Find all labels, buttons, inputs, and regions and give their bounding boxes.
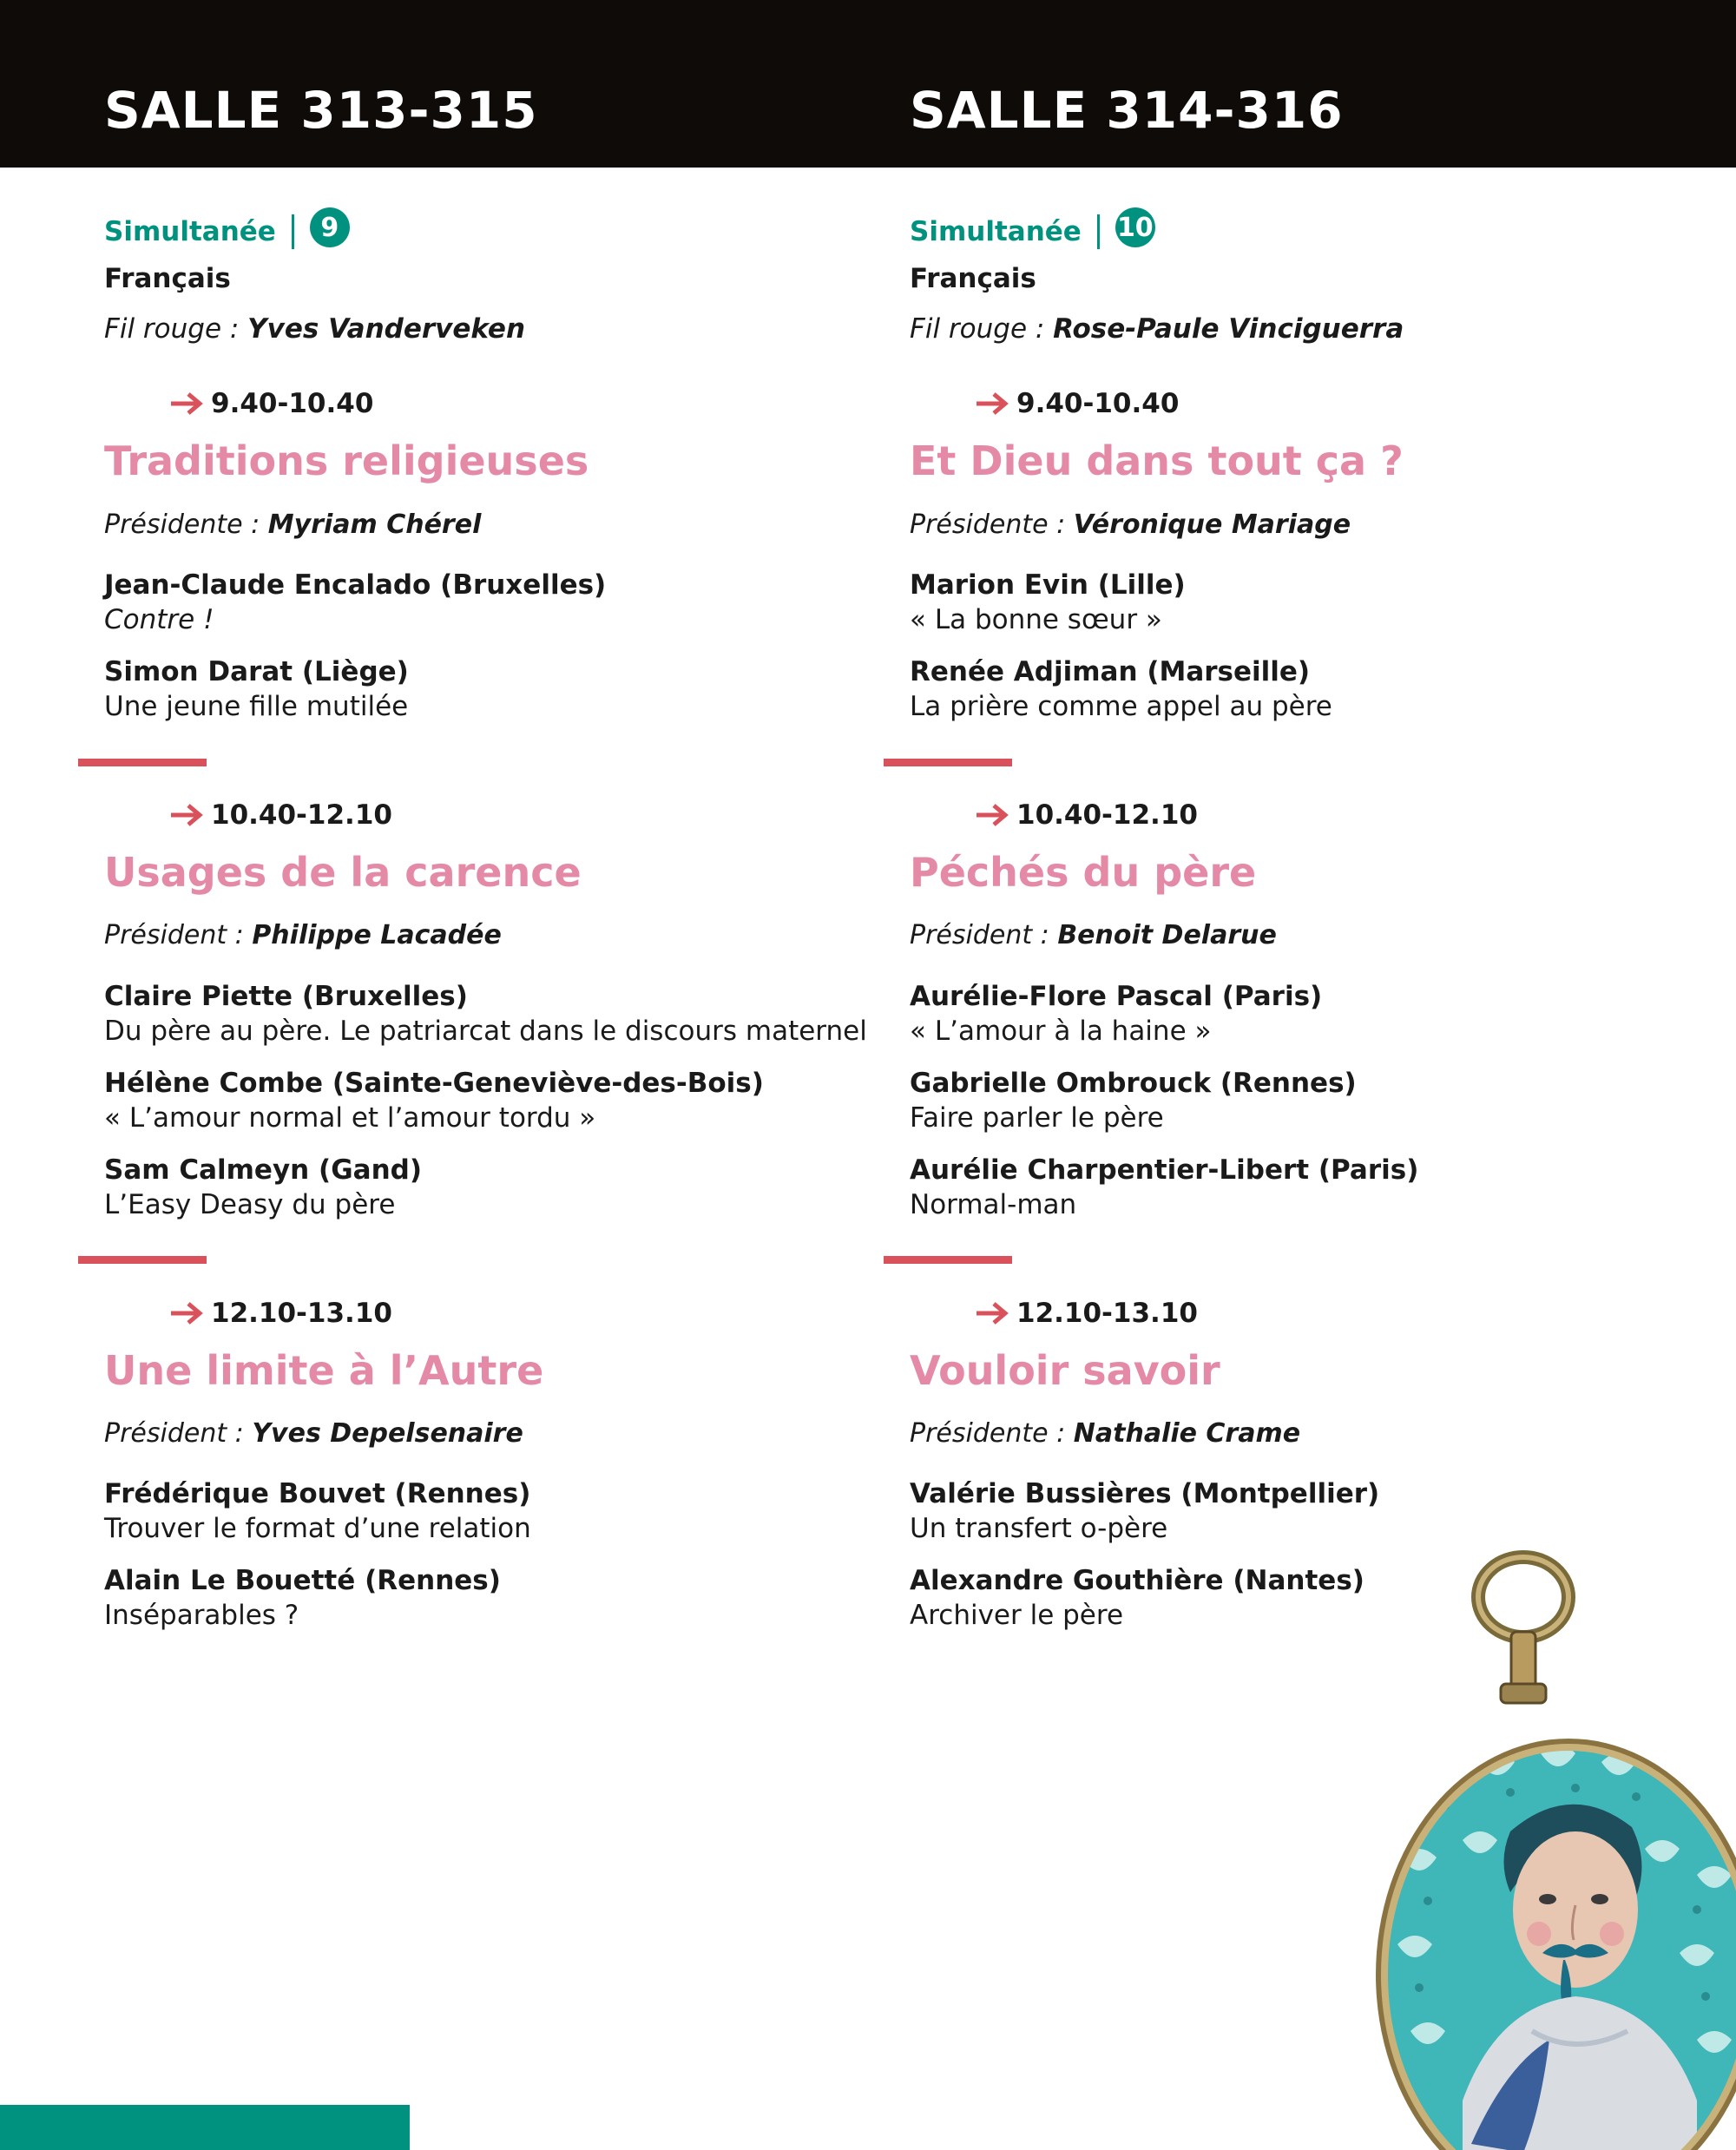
talk-title: Une jeune fille mutilée — [104, 691, 409, 722]
talk-title: Faire parler le père — [910, 1102, 1164, 1134]
time-label: 9.40-10.40 — [1016, 388, 1180, 419]
chair-name: Myriam Chérel — [267, 510, 482, 540]
section-divider — [884, 759, 1012, 766]
talk-title: « La bonne sœur » — [910, 604, 1162, 635]
chair-name: Véronique Mariage — [1073, 510, 1351, 540]
speaker-name: Renée Adjiman (Marseille) — [910, 656, 1311, 687]
speaker-name: Frédérique Bouvet (Rennes) — [104, 1478, 531, 1509]
time-label: 12.10-13.10 — [1016, 1298, 1198, 1329]
chair-label: Président : — [910, 920, 1058, 950]
section-divider — [78, 1256, 207, 1264]
arrow-right-icon — [975, 802, 1009, 828]
session-time — [975, 799, 1198, 831]
talk-title: Du père au père. Le patriarcat dans le discours maternel — [104, 1016, 867, 1047]
fil-rouge-name: Rose-Paule Vinciguerra — [1053, 313, 1404, 345]
session-time — [169, 799, 392, 831]
talk-title: « L’amour à la haine » — [910, 1016, 1212, 1047]
session-title: Péchés du père — [910, 849, 1257, 896]
simultanee-row — [910, 214, 1155, 249]
session-chair — [910, 1418, 1300, 1449]
chair-name: Benoit Delarue — [1057, 920, 1277, 950]
fil-rouge-label: Fil rouge : — [104, 313, 248, 345]
talk-title: Un transfert o-père — [910, 1513, 1168, 1544]
simultanee-row — [104, 214, 350, 249]
room-number-badge: 10 — [1115, 207, 1155, 247]
fil-rouge — [910, 313, 1404, 345]
chair-label: Présidente : — [910, 1418, 1074, 1449]
fil-rouge — [104, 313, 525, 345]
simultanee-label: Simultanée — [104, 216, 276, 247]
section-divider — [884, 1256, 1012, 1264]
session-chair — [104, 510, 481, 540]
time-label: 12.10-13.10 — [211, 1298, 392, 1329]
chair-label: Présidente : — [104, 510, 268, 540]
session-title: Usages de la carence — [104, 849, 582, 896]
section-divider — [78, 759, 207, 766]
session-title: Vouloir savoir — [910, 1347, 1220, 1394]
speaker-name: Marion Evin (Lille) — [910, 569, 1186, 601]
session-title: Traditions religieuses — [104, 437, 589, 484]
fil-rouge-label: Fil rouge : — [910, 313, 1054, 345]
session-title: Une limite à l’Autre — [104, 1347, 544, 1394]
speaker-name: Jean-Claude Encalado (Bruxelles) — [104, 569, 607, 601]
arrow-right-icon — [169, 1300, 204, 1326]
arrow-right-icon — [169, 391, 204, 417]
chair-name: Nathalie Crame — [1073, 1418, 1301, 1449]
session-time — [975, 1298, 1198, 1329]
fil-rouge-name: Yves Vanderveken — [247, 313, 526, 345]
speaker-name: Valérie Bussières (Montpellier) — [910, 1478, 1380, 1509]
language: Français — [910, 263, 1036, 294]
separator — [292, 214, 294, 249]
bottom-accent-band — [0, 2105, 410, 2150]
chair-label: Président : — [104, 1418, 253, 1449]
speaker-name: Simon Darat (Liège) — [104, 656, 409, 687]
talk-title: « L’amour normal et l’amour tordu » — [104, 1102, 596, 1134]
arrow-right-icon — [169, 802, 204, 828]
talk-title: Archiver le père — [910, 1600, 1124, 1631]
simultanee-label: Simultanée — [910, 216, 1082, 247]
session-chair — [910, 920, 1277, 950]
talk-title: Inséparables ? — [104, 1600, 299, 1631]
arrow-right-icon — [975, 1300, 1009, 1326]
chair-label: Président : — [104, 920, 253, 950]
talk-title: Trouver le format d’une relation — [104, 1513, 531, 1544]
time-label: 9.40-10.40 — [211, 388, 374, 419]
separator — [1097, 214, 1100, 249]
arrow-right-icon — [975, 391, 1009, 417]
talk-title: La prière comme appel au père — [910, 691, 1332, 722]
chair-name: Yves Depelsenaire — [252, 1418, 523, 1449]
speaker-name: Gabrielle Ombrouck (Rennes) — [910, 1068, 1357, 1099]
speaker-name: Aurélie-Flore Pascal (Paris) — [910, 981, 1323, 1012]
time-label: 10.40-12.10 — [211, 799, 392, 831]
session-chair — [104, 920, 502, 950]
speaker-name: Alexandre Gouthière (Nantes) — [910, 1565, 1364, 1596]
speaker-name: Hélène Combe (Sainte-Geneviève-des-Bois) — [104, 1068, 764, 1099]
salle-title-left: SALLE 313-315 — [104, 81, 538, 140]
session-chair — [910, 510, 1351, 540]
session-time — [169, 1298, 392, 1329]
session-time — [169, 388, 373, 419]
session-time — [975, 388, 1179, 419]
language: Français — [104, 263, 231, 294]
speaker-name: Claire Piette (Bruxelles) — [104, 981, 468, 1012]
speaker-name: Sam Calmeyn (Gand) — [104, 1154, 422, 1186]
chair-name: Philippe Lacadée — [252, 920, 502, 950]
session-chair — [104, 1418, 523, 1449]
chair-label: Présidente : — [910, 510, 1074, 540]
speaker-name: Aurélie Charpentier-Libert (Paris) — [910, 1154, 1419, 1186]
talk-title: L’Easy Deasy du père — [104, 1189, 396, 1220]
room-number-badge: 9 — [310, 207, 350, 247]
session-title: Et Dieu dans tout ça ? — [910, 437, 1404, 484]
locket-portrait-illustration — [1315, 1545, 1736, 2150]
salle-title-right: SALLE 314-316 — [910, 81, 1344, 140]
talk-title: Normal-man — [910, 1189, 1077, 1220]
speaker-name: Alain Le Bouetté (Rennes) — [104, 1565, 501, 1596]
talk-title: Contre ! — [104, 604, 214, 635]
time-label: 10.40-12.10 — [1016, 799, 1198, 831]
